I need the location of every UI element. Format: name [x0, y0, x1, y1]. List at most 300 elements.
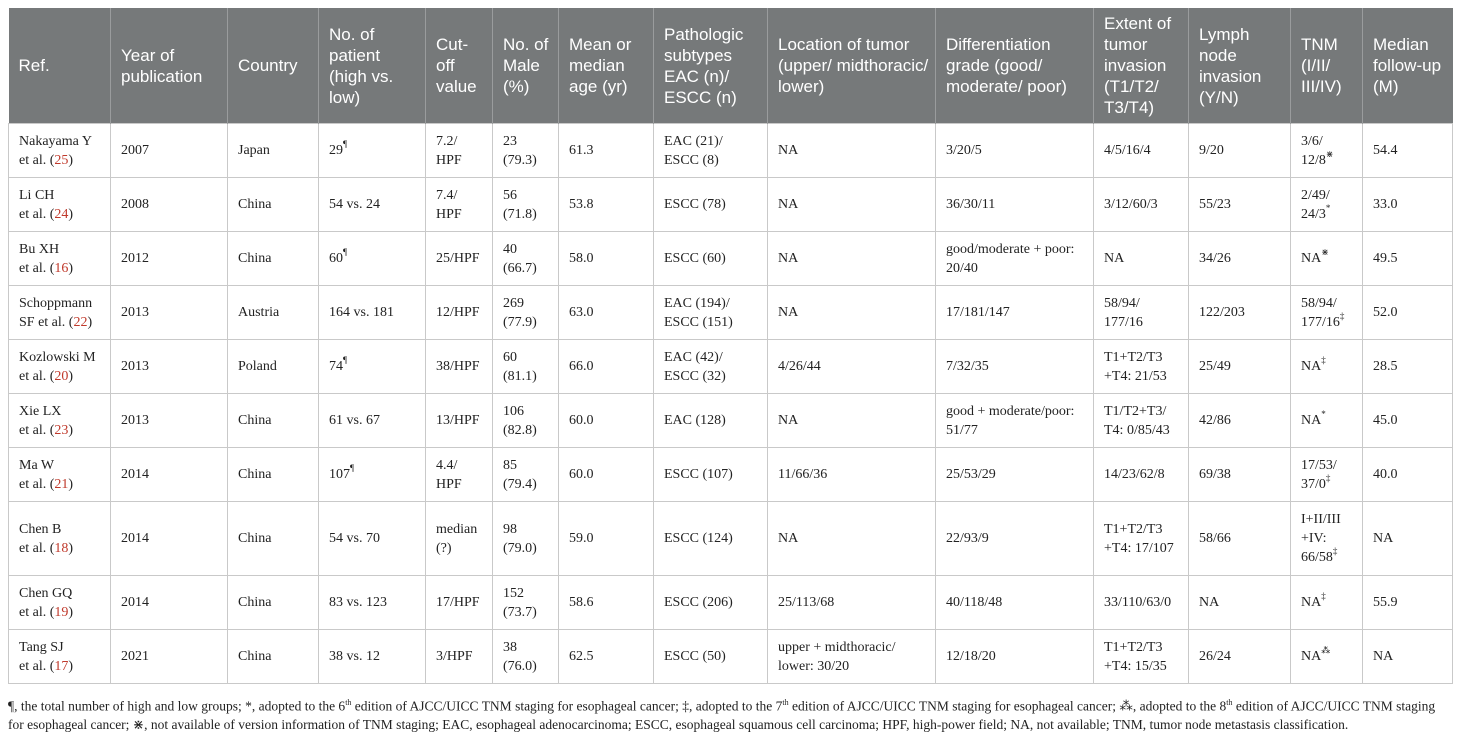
grade-cell-text: 17/181/147	[946, 305, 1010, 320]
patients-cell	[319, 124, 426, 178]
col-header-lymph: Lymph node invasion (Y/N)	[1189, 8, 1291, 124]
footnote-mark: ‡	[1325, 472, 1331, 483]
grade-cell	[936, 502, 1094, 576]
location-cell-text: 11/66/36	[778, 467, 828, 482]
reference-link[interactable]: 22	[73, 314, 88, 330]
cutoff-cell	[426, 340, 493, 394]
cutoff-cell-text: 7.4/ HPF	[436, 187, 462, 222]
location-cell-text: NA	[778, 531, 799, 546]
year-cell	[111, 394, 228, 448]
cutoff-cell-text: 4.4/ HPF	[436, 457, 462, 492]
age-cell	[559, 232, 654, 286]
cutoff-cell-text: median (?)	[436, 521, 478, 556]
country-cell	[228, 124, 319, 178]
patients-cell-text: 164 vs. 181	[329, 305, 394, 320]
country-cell-text: China	[238, 595, 272, 610]
male-cell	[493, 630, 559, 684]
year-cell-text: 2013	[121, 359, 149, 374]
age-cell-text: 62.5	[569, 649, 594, 664]
patients-cell	[319, 340, 426, 394]
cutoff-cell-text: 13/HPF	[436, 413, 480, 428]
ref-cell: Bu XH et al. (16)	[9, 232, 111, 286]
cutoff-cell-text: 17/HPF	[436, 595, 480, 610]
year-cell-text: 2013	[121, 305, 149, 320]
grade-cell-text: 7/32/35	[946, 359, 989, 374]
male-cell	[493, 576, 559, 630]
male-cell-text: 23 (79.3)	[503, 133, 537, 168]
footnote-mark: ‡	[1339, 310, 1345, 321]
invasion-cell-text: 33/110/63/0	[1104, 595, 1172, 610]
followup-cell-text: 52.0	[1373, 305, 1398, 320]
grade-cell	[936, 340, 1094, 394]
location-cell-text: 25/113/68	[778, 595, 835, 610]
followup-cell-text: 49.5	[1373, 251, 1398, 266]
patients-cell	[319, 448, 426, 502]
col-header-cutoff: Cut-off value	[426, 8, 493, 124]
invasion-cell-text: 3/12/60/3	[1104, 197, 1158, 212]
tnm-cell-text: 17/53/ 37/0	[1301, 457, 1337, 492]
lymph-cell	[1189, 576, 1291, 630]
invasion-cell	[1094, 394, 1189, 448]
tnm-cell-text: 58/94/ 177/16	[1301, 295, 1340, 330]
cutoff-cell	[426, 630, 493, 684]
table-body	[9, 124, 1453, 684]
footnote-superscript: th	[782, 698, 789, 707]
footnote-mark: ¶	[343, 247, 348, 258]
age-cell	[559, 502, 654, 576]
location-cell	[768, 340, 936, 394]
lymph-cell	[1189, 232, 1291, 286]
grade-cell	[936, 576, 1094, 630]
cutoff-cell	[426, 286, 493, 340]
age-cell-text: 58.0	[569, 251, 594, 266]
followup-cell-text: 54.4	[1373, 143, 1398, 158]
author-name: Chen GQ	[19, 585, 73, 601]
subtype-cell-text: ESCC (78)	[664, 197, 726, 212]
footnote-mark: ¶	[343, 139, 348, 150]
patients-cell	[319, 286, 426, 340]
patients-cell-text: 60	[329, 251, 343, 266]
country-cell-text: Austria	[238, 305, 280, 320]
cutoff-cell	[426, 502, 493, 576]
cutoff-cell	[426, 124, 493, 178]
reference-link[interactable]: 18	[54, 540, 69, 556]
country-cell	[228, 178, 319, 232]
year-cell-text: 2008	[121, 197, 149, 212]
footnote-mark: ⁂	[1321, 645, 1331, 656]
country-cell	[228, 630, 319, 684]
grade-cell	[936, 232, 1094, 286]
author-name: Bu XH	[19, 241, 60, 257]
reference-link[interactable]: 17	[54, 658, 69, 674]
followup-cell-text: 33.0	[1373, 197, 1398, 212]
lymph-cell-text: 34/26	[1199, 251, 1231, 266]
col-header-patients: No. of patient (high vs. low)	[319, 8, 426, 124]
footnote-part: edition of AJCC/UICC TNM staging for esophageal cancer; ⋇, not available of version information of TNM staging; EAC, esophageal adenocarcinoma; ESCC, esophageal squamous cell carcinoma; HPF, high-power field; NA, not available; TNM, tumor node metastasis classification.	[8, 698, 1436, 732]
cutoff-cell	[426, 232, 493, 286]
invasion-cell-text: 14/23/62/8	[1104, 467, 1165, 482]
footnote-mark: ‡	[1321, 355, 1326, 366]
reference-link[interactable]: 16	[54, 260, 69, 276]
reference-link[interactable]: 25	[54, 152, 69, 168]
grade-cell	[936, 286, 1094, 340]
footnote-mark: *	[1321, 409, 1326, 420]
col-header-tnm: TNM (I/II/ III/IV)	[1291, 8, 1363, 124]
male-cell-text: 40 (66.7)	[503, 241, 537, 276]
col-header-ref: Ref.	[9, 8, 111, 124]
grade-cell-text: 36/30/11	[946, 197, 996, 212]
tnm-cell-text: NA	[1301, 595, 1322, 610]
followup-cell	[1363, 124, 1453, 178]
subtype-cell	[654, 630, 768, 684]
patients-cell-text: 54 vs. 24	[329, 197, 380, 212]
lymph-cell	[1189, 502, 1291, 576]
col-header-country: Country	[228, 8, 319, 124]
footnote-part: edition of AJCC/UICC TNM staging for esophageal cancer; ⁂, adopted to the 8	[788, 698, 1227, 714]
patients-cell-text: 38 vs. 12	[329, 649, 380, 664]
followup-cell-text: 40.0	[1373, 467, 1398, 482]
male-cell	[493, 502, 559, 576]
reference-link[interactable]: 24	[54, 206, 69, 222]
year-cell	[111, 178, 228, 232]
patients-cell-text: 61 vs. 67	[329, 413, 380, 428]
invasion-cell	[1094, 124, 1189, 178]
male-cell-text: 85 (79.4)	[503, 457, 537, 492]
lymph-cell	[1189, 124, 1291, 178]
table-footnote	[8, 694, 1452, 734]
location-cell-text: 4/26/44	[778, 359, 821, 374]
author-etal: et al. (	[19, 422, 55, 438]
invasion-cell-text: T1/T2+T3/ T4: 0/85/43	[1104, 403, 1170, 438]
table-row	[9, 232, 1453, 286]
male-cell	[493, 448, 559, 502]
invasion-cell-text: NA	[1104, 251, 1125, 266]
year-cell	[111, 576, 228, 630]
cutoff-cell	[426, 394, 493, 448]
male-cell	[493, 178, 559, 232]
location-cell-text: NA	[778, 413, 799, 428]
country-cell-text: China	[238, 197, 272, 212]
footnote-mark: ¶	[343, 355, 348, 366]
location-cell	[768, 630, 936, 684]
ref-cell: Chen B et al. (18)	[9, 502, 111, 576]
cutoff-cell-text: 25/HPF	[436, 251, 480, 266]
country-cell-text: China	[238, 531, 272, 546]
header-row	[9, 8, 1453, 124]
location-cell-text: NA	[778, 305, 799, 320]
followup-cell-text: 28.5	[1373, 359, 1398, 374]
cutoff-cell	[426, 178, 493, 232]
subtype-cell-text: EAC (42)/ ESCC (32)	[664, 349, 726, 384]
location-cell	[768, 232, 936, 286]
invasion-cell-text: 4/5/16/4	[1104, 143, 1151, 158]
subtype-cell	[654, 178, 768, 232]
tnm-cell	[1291, 630, 1363, 684]
lymph-cell-text: 55/23	[1199, 197, 1231, 212]
subtype-cell-text: ESCC (124)	[664, 531, 733, 546]
subtype-cell	[654, 232, 768, 286]
age-cell	[559, 576, 654, 630]
location-cell	[768, 448, 936, 502]
table-row	[9, 448, 1453, 502]
male-cell-text: 60 (81.1)	[503, 349, 537, 384]
followup-cell	[1363, 340, 1453, 394]
subtype-cell-text: EAC (194)/ ESCC (151)	[664, 295, 733, 330]
lymph-cell-text: 26/24	[1199, 649, 1231, 664]
year-cell	[111, 448, 228, 502]
invasion-cell-text: T1+T2/T3 +T4: 21/53	[1104, 349, 1167, 384]
grade-cell	[936, 394, 1094, 448]
patients-cell-text: 74	[329, 359, 343, 374]
followup-cell-text: NA	[1373, 649, 1394, 664]
patients-cell	[319, 502, 426, 576]
male-cell	[493, 286, 559, 340]
age-cell	[559, 448, 654, 502]
subtype-cell-text: ESCC (206)	[664, 595, 733, 610]
country-cell	[228, 286, 319, 340]
male-cell-text: 152 (73.7)	[503, 585, 537, 620]
tnm-cell	[1291, 576, 1363, 630]
year-cell-text: 2021	[121, 649, 149, 664]
col-header-invasion: Extent of tumor invasion (T1/T2/ T3/T4)	[1094, 8, 1189, 124]
followup-cell-text: 55.9	[1373, 595, 1398, 610]
year-cell	[111, 232, 228, 286]
footnote-mark: ¶	[350, 463, 355, 474]
col-header-age: Mean or median age (yr)	[559, 8, 654, 124]
age-cell-text: 60.0	[569, 467, 594, 482]
subtype-cell-text: EAC (128)	[664, 413, 726, 428]
tnm-cell	[1291, 502, 1363, 576]
grade-cell	[936, 178, 1094, 232]
invasion-cell-text: T1+T2/T3 +T4: 17/107	[1104, 521, 1174, 556]
age-cell	[559, 286, 654, 340]
age-cell	[559, 630, 654, 684]
country-cell	[228, 340, 319, 394]
age-cell-text: 66.0	[569, 359, 594, 374]
invasion-cell-text: 58/94/ 177/16	[1104, 295, 1143, 330]
table-row	[9, 286, 1453, 340]
invasion-cell-text: T1+T2/T3 +T4: 15/35	[1104, 639, 1167, 674]
tnm-cell	[1291, 286, 1363, 340]
ref-cell: Ma W et al. (21)	[9, 448, 111, 502]
male-cell	[493, 232, 559, 286]
location-cell-text: upper + midthoracic/ lower: 30/20	[778, 639, 896, 674]
subtype-cell-text: ESCC (50)	[664, 649, 726, 664]
tnm-cell	[1291, 124, 1363, 178]
country-cell	[228, 576, 319, 630]
year-cell-text: 2014	[121, 595, 149, 610]
lymph-cell-text: 42/86	[1199, 413, 1231, 428]
year-cell-text: 2014	[121, 467, 149, 482]
cutoff-cell-text: 7.2/ HPF	[436, 133, 462, 168]
footnote-superscript: th	[1226, 698, 1233, 707]
col-header-subtype: Pathologic subtypes EAC (n)/ ESCC (n)	[654, 8, 768, 124]
grade-cell-text: good/moderate + poor: 20/40	[946, 241, 1075, 276]
table-row	[9, 124, 1453, 178]
col-header-location: Location of tumor (upper/ midthoracic/ lower)	[768, 8, 936, 124]
author-etal: et al. (	[19, 476, 55, 492]
patients-cell	[319, 630, 426, 684]
male-cell	[493, 340, 559, 394]
male-cell-text: 38 (76.0)	[503, 639, 537, 674]
tnm-cell	[1291, 232, 1363, 286]
year-cell-text: 2013	[121, 413, 149, 428]
location-cell	[768, 502, 936, 576]
table-row	[9, 178, 1453, 232]
reference-link[interactable]: 20	[54, 368, 69, 384]
age-cell-text: 58.6	[569, 595, 594, 610]
tnm-cell-text: 2/49/ 24/3	[1301, 187, 1330, 222]
male-cell-text: 269 (77.9)	[503, 295, 537, 330]
followup-cell	[1363, 448, 1453, 502]
age-cell-text: 59.0	[569, 531, 594, 546]
age-cell	[559, 124, 654, 178]
age-cell-text: 60.0	[569, 413, 594, 428]
grade-cell-text: 22/93/9	[946, 531, 989, 546]
tnm-cell-text: NA	[1301, 359, 1322, 374]
table-row	[9, 394, 1453, 448]
grade-cell-text: 3/20/5	[946, 143, 982, 158]
country-cell-text: Japan	[238, 143, 270, 158]
author-etal: et al. (	[19, 604, 55, 620]
year-cell-text: 2012	[121, 251, 149, 266]
year-cell	[111, 502, 228, 576]
table-row	[9, 340, 1453, 394]
country-cell	[228, 232, 319, 286]
followup-cell	[1363, 178, 1453, 232]
cutoff-cell-text: 3/HPF	[436, 649, 473, 664]
lymph-cell	[1189, 630, 1291, 684]
subtype-cell	[654, 448, 768, 502]
invasion-cell	[1094, 178, 1189, 232]
author-name: Kozlowski M	[19, 349, 96, 365]
cutoff-cell-text: 12/HPF	[436, 305, 480, 320]
author-etal: et al. (	[19, 658, 55, 674]
year-cell	[111, 340, 228, 394]
subtype-cell	[654, 340, 768, 394]
lymph-cell-text: 58/66	[1199, 531, 1231, 546]
invasion-cell	[1094, 448, 1189, 502]
author-name: Li CH	[19, 187, 55, 203]
author-etal: et al. (	[19, 206, 55, 222]
ref-cell: Tang SJ et al. (17)	[9, 630, 111, 684]
author-etal: SF et al. (	[19, 314, 74, 330]
reference-link[interactable]: 21	[54, 476, 69, 492]
ref-cell: Kozlowski M et al. (20)	[9, 340, 111, 394]
location-cell	[768, 286, 936, 340]
table-row	[9, 502, 1453, 576]
location-cell	[768, 576, 936, 630]
followup-cell	[1363, 576, 1453, 630]
country-cell-text: China	[238, 467, 272, 482]
tnm-cell-text: NA	[1301, 649, 1322, 664]
footnote-part: edition of AJCC/UICC TNM staging for esophageal cancer; ‡, adopted to the 7	[351, 698, 783, 714]
grade-cell-text: good + moderate/poor: 51/77	[946, 403, 1075, 438]
location-cell-text: NA	[778, 197, 799, 212]
lymph-cell	[1189, 340, 1291, 394]
invasion-cell	[1094, 286, 1189, 340]
author-name: Xie LX	[19, 403, 62, 419]
followup-cell	[1363, 286, 1453, 340]
year-cell-text: 2014	[121, 531, 149, 546]
grade-cell	[936, 124, 1094, 178]
tnm-cell	[1291, 448, 1363, 502]
study-characteristics-table	[8, 8, 1453, 684]
footnote-mark: ⋇	[1321, 247, 1329, 258]
ref-cell: Nakayama Y et al. (25)	[9, 124, 111, 178]
age-cell-text: 63.0	[569, 305, 594, 320]
author-etal: et al. (	[19, 152, 55, 168]
subtype-cell-text: ESCC (60)	[664, 251, 726, 266]
reference-link[interactable]: 23	[54, 422, 69, 438]
followup-cell-text: 45.0	[1373, 413, 1398, 428]
tnm-cell	[1291, 340, 1363, 394]
author-name: Schoppmann	[19, 295, 93, 311]
invasion-cell	[1094, 340, 1189, 394]
tnm-cell-text: I+II/III +IV: 66/58	[1301, 512, 1341, 565]
lymph-cell	[1189, 448, 1291, 502]
cutoff-cell	[426, 448, 493, 502]
tnm-cell-text: NA	[1301, 413, 1322, 428]
male-cell	[493, 124, 559, 178]
table-row	[9, 576, 1453, 630]
tnm-cell	[1291, 178, 1363, 232]
col-header-grade: Differentiation grade (good/ moderate/ poor)	[936, 8, 1094, 124]
tnm-cell-text: NA	[1301, 251, 1322, 266]
author-name: Ma W	[19, 457, 55, 473]
patients-cell-text: 54 vs. 70	[329, 531, 380, 546]
followup-cell	[1363, 394, 1453, 448]
study-characteristics-table-wrapper	[8, 8, 1452, 684]
subtype-cell	[654, 502, 768, 576]
lymph-cell-text: NA	[1199, 595, 1220, 610]
subtype-cell	[654, 576, 768, 630]
age-cell	[559, 394, 654, 448]
year-cell	[111, 124, 228, 178]
reference-link[interactable]: 19	[54, 604, 69, 620]
ref-cell: Chen GQ et al. (19)	[9, 576, 111, 630]
country-cell	[228, 502, 319, 576]
location-cell-text: NA	[778, 251, 799, 266]
country-cell-text: China	[238, 251, 272, 266]
followup-cell	[1363, 232, 1453, 286]
footnote-superscript: th	[345, 698, 352, 707]
author-etal: et al. (	[19, 260, 55, 276]
author-etal: et al. (	[19, 540, 55, 556]
followup-cell-text: NA	[1373, 531, 1394, 546]
invasion-cell	[1094, 502, 1189, 576]
author-name: Chen B	[19, 521, 62, 537]
age-cell	[559, 340, 654, 394]
country-cell	[228, 448, 319, 502]
subtype-cell-text: ESCC (107)	[664, 467, 733, 482]
ref-cell: Xie LX et al. (23)	[9, 394, 111, 448]
grade-cell-text: 12/18/20	[946, 649, 996, 664]
col-header-male: No. of Male (%)	[493, 8, 559, 124]
grade-cell-text: 25/53/29	[946, 467, 996, 482]
location-cell	[768, 178, 936, 232]
patients-cell-text: 83 vs. 123	[329, 595, 387, 610]
footnote-mark: ‡	[1321, 591, 1326, 602]
country-cell	[228, 394, 319, 448]
cutoff-cell	[426, 576, 493, 630]
table-row	[9, 630, 1453, 684]
male-cell-text: 98 (79.0)	[503, 521, 537, 556]
lymph-cell-text: 25/49	[1199, 359, 1231, 374]
location-cell	[768, 394, 936, 448]
author-name: Tang SJ	[19, 639, 64, 655]
country-cell-text: China	[238, 649, 272, 664]
